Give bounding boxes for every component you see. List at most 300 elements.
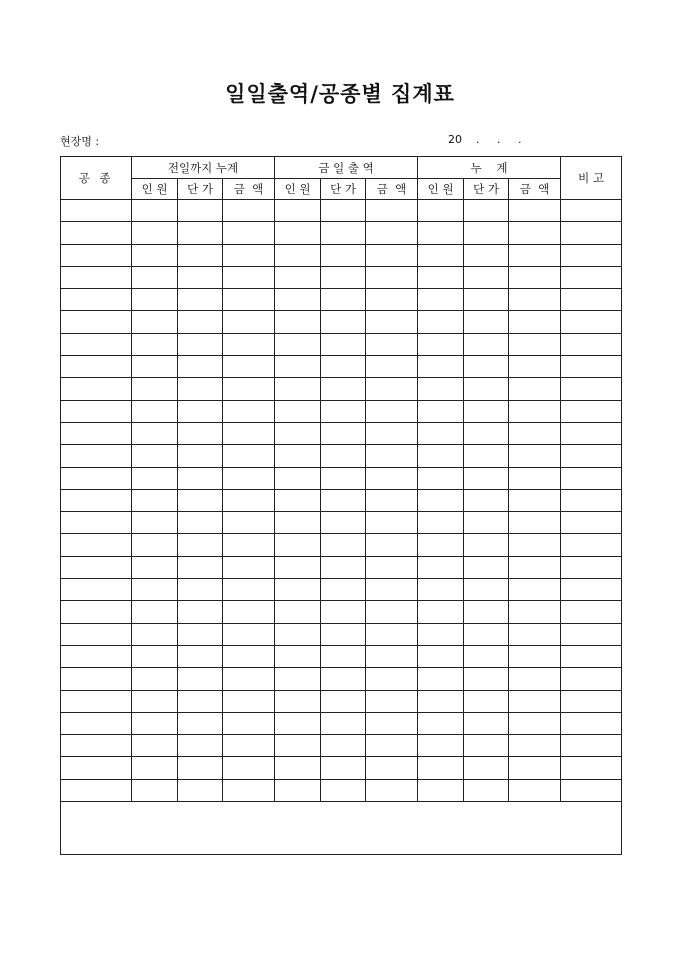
table-cell[interactable] — [132, 467, 178, 489]
table-cell[interactable] — [61, 200, 132, 222]
table-cell[interactable] — [132, 579, 178, 601]
table-cell[interactable] — [561, 289, 622, 311]
table-cell[interactable] — [178, 579, 223, 601]
table-cell[interactable] — [61, 311, 132, 333]
table-row — [61, 645, 622, 667]
table-cell[interactable] — [321, 534, 366, 556]
table-cell[interactable] — [561, 378, 622, 400]
table-cell[interactable] — [178, 356, 223, 378]
table-cell[interactable] — [132, 757, 178, 779]
table-cell[interactable] — [223, 534, 275, 556]
table-cell[interactable] — [132, 333, 178, 355]
table-cell[interactable] — [509, 601, 561, 623]
table-cell[interactable] — [418, 266, 464, 288]
table-cell[interactable] — [321, 356, 366, 378]
table-cell[interactable] — [418, 601, 464, 623]
table-cell[interactable] — [509, 378, 561, 400]
table-cell[interactable] — [178, 757, 223, 779]
table-cell[interactable] — [464, 467, 509, 489]
table-cell[interactable] — [366, 645, 418, 667]
table-cell[interactable] — [61, 645, 132, 667]
table-cell[interactable] — [321, 445, 366, 467]
table-cell[interactable] — [275, 378, 321, 400]
table-cell[interactable] — [223, 400, 275, 422]
table-cell[interactable] — [61, 222, 132, 244]
table-cell[interactable] — [132, 378, 178, 400]
table-cell[interactable] — [223, 356, 275, 378]
table-cell[interactable] — [366, 422, 418, 444]
table-cell[interactable] — [464, 266, 509, 288]
table-cell[interactable] — [321, 779, 366, 801]
table-cell[interactable] — [275, 200, 321, 222]
table-cell[interactable] — [561, 400, 622, 422]
table-cell[interactable] — [418, 690, 464, 712]
table-cell[interactable] — [275, 712, 321, 734]
table-cell[interactable] — [509, 422, 561, 444]
table-cell[interactable] — [223, 422, 275, 444]
table-cell[interactable] — [464, 445, 509, 467]
table-cell[interactable] — [321, 311, 366, 333]
table-cell[interactable] — [366, 512, 418, 534]
table-cell[interactable] — [366, 378, 418, 400]
table-cell[interactable] — [509, 645, 561, 667]
table-cell[interactable] — [275, 489, 321, 511]
table-cell[interactable] — [321, 333, 366, 355]
table-cell[interactable] — [418, 489, 464, 511]
notes-cell[interactable] — [61, 802, 622, 855]
table-cell[interactable] — [223, 556, 275, 578]
table-cell[interactable] — [61, 512, 132, 534]
table-cell[interactable] — [132, 356, 178, 378]
table-cell[interactable] — [509, 289, 561, 311]
table-cell[interactable] — [275, 623, 321, 645]
table-cell[interactable] — [132, 289, 178, 311]
table-cell[interactable] — [61, 467, 132, 489]
table-cell[interactable] — [366, 289, 418, 311]
table-cell[interactable] — [464, 400, 509, 422]
table-cell[interactable] — [561, 534, 622, 556]
table-cell[interactable] — [561, 356, 622, 378]
table-cell[interactable] — [223, 333, 275, 355]
table-cell[interactable] — [464, 333, 509, 355]
table-cell[interactable] — [61, 445, 132, 467]
table-cell[interactable] — [61, 356, 132, 378]
table-cell[interactable] — [509, 489, 561, 511]
table-cell[interactable] — [561, 422, 622, 444]
table-cell[interactable] — [418, 222, 464, 244]
table-cell[interactable] — [418, 579, 464, 601]
table-cell[interactable] — [366, 779, 418, 801]
table-cell[interactable] — [321, 400, 366, 422]
table-cell[interactable] — [178, 200, 223, 222]
table-cell[interactable] — [61, 668, 132, 690]
table-cell[interactable] — [178, 556, 223, 578]
table-cell[interactable] — [509, 712, 561, 734]
table-cell[interactable] — [61, 556, 132, 578]
table-cell[interactable] — [321, 378, 366, 400]
table-cell[interactable] — [561, 712, 622, 734]
table-cell[interactable] — [464, 668, 509, 690]
table-cell[interactable] — [561, 579, 622, 601]
table-cell[interactable] — [223, 712, 275, 734]
table-cell[interactable] — [366, 757, 418, 779]
table-cell[interactable] — [178, 289, 223, 311]
table-cell[interactable] — [178, 712, 223, 734]
table-cell[interactable] — [366, 623, 418, 645]
table-cell[interactable] — [275, 779, 321, 801]
table-cell[interactable] — [366, 333, 418, 355]
table-cell[interactable] — [321, 467, 366, 489]
table-cell[interactable] — [223, 757, 275, 779]
table-cell[interactable] — [61, 400, 132, 422]
table-cell[interactable] — [321, 489, 366, 511]
table-cell[interactable] — [275, 422, 321, 444]
table-cell[interactable] — [178, 445, 223, 467]
table-cell[interactable] — [223, 668, 275, 690]
table-cell[interactable] — [178, 311, 223, 333]
table-cell[interactable] — [223, 467, 275, 489]
table-cell[interactable] — [418, 668, 464, 690]
table-cell[interactable] — [418, 779, 464, 801]
table-cell[interactable] — [223, 645, 275, 667]
table-cell[interactable] — [366, 467, 418, 489]
table-cell[interactable] — [223, 266, 275, 288]
table-cell[interactable] — [178, 512, 223, 534]
table-cell[interactable] — [178, 623, 223, 645]
table-cell[interactable] — [366, 690, 418, 712]
table-cell[interactable] — [464, 489, 509, 511]
table-cell[interactable] — [223, 311, 275, 333]
table-cell[interactable] — [223, 489, 275, 511]
table-cell[interactable] — [321, 668, 366, 690]
table-cell[interactable] — [275, 690, 321, 712]
table-cell[interactable] — [178, 735, 223, 757]
table-cell[interactable] — [178, 266, 223, 288]
table-cell[interactable] — [61, 489, 132, 511]
table-cell[interactable] — [275, 244, 321, 266]
table-cell[interactable] — [509, 445, 561, 467]
table-cell[interactable] — [366, 668, 418, 690]
table-cell[interactable] — [178, 668, 223, 690]
table-cell[interactable] — [178, 400, 223, 422]
table-cell[interactable] — [223, 378, 275, 400]
table-cell[interactable] — [275, 467, 321, 489]
table-cell[interactable] — [178, 244, 223, 266]
table-cell[interactable] — [509, 779, 561, 801]
table-cell[interactable] — [464, 534, 509, 556]
table-cell[interactable] — [61, 422, 132, 444]
table-cell[interactable] — [61, 735, 132, 757]
table-cell[interactable] — [132, 489, 178, 511]
table-cell[interactable] — [223, 512, 275, 534]
table-cell[interactable] — [321, 512, 366, 534]
table-cell[interactable] — [61, 779, 132, 801]
table-cell[interactable] — [418, 512, 464, 534]
table-cell[interactable] — [561, 266, 622, 288]
table-cell[interactable] — [366, 556, 418, 578]
table-cell[interactable] — [509, 512, 561, 534]
table-cell[interactable] — [178, 601, 223, 623]
table-cell[interactable] — [321, 422, 366, 444]
table-cell[interactable] — [464, 244, 509, 266]
table-cell[interactable] — [321, 200, 366, 222]
table-cell[interactable] — [464, 712, 509, 734]
table-cell[interactable] — [132, 512, 178, 534]
table-cell[interactable] — [464, 623, 509, 645]
table-cell[interactable] — [561, 757, 622, 779]
table-cell[interactable] — [132, 779, 178, 801]
table-cell[interactable] — [275, 735, 321, 757]
table-cell[interactable] — [61, 601, 132, 623]
table-cell[interactable] — [418, 378, 464, 400]
table-cell[interactable] — [178, 690, 223, 712]
table-cell[interactable] — [275, 757, 321, 779]
table-cell[interactable] — [418, 400, 464, 422]
table-cell[interactable] — [561, 601, 622, 623]
table-cell[interactable] — [178, 534, 223, 556]
table-cell[interactable] — [321, 244, 366, 266]
table-cell[interactable] — [418, 735, 464, 757]
table-cell[interactable] — [275, 222, 321, 244]
table-cell[interactable] — [132, 735, 178, 757]
table-cell[interactable] — [366, 266, 418, 288]
table-cell[interactable] — [561, 668, 622, 690]
table-cell[interactable] — [132, 400, 178, 422]
table-cell[interactable] — [275, 579, 321, 601]
table-cell[interactable] — [223, 690, 275, 712]
table-cell[interactable] — [321, 712, 366, 734]
table-cell[interactable] — [321, 601, 366, 623]
table-cell[interactable] — [509, 690, 561, 712]
table-cell[interactable] — [223, 579, 275, 601]
table-cell[interactable] — [132, 244, 178, 266]
table-cell[interactable] — [418, 757, 464, 779]
table-cell[interactable] — [275, 645, 321, 667]
table-cell[interactable] — [178, 222, 223, 244]
table-cell[interactable] — [561, 623, 622, 645]
table-cell[interactable] — [223, 623, 275, 645]
table-cell[interactable] — [561, 467, 622, 489]
table-cell[interactable] — [366, 445, 418, 467]
table-cell[interactable] — [464, 779, 509, 801]
table-cell[interactable] — [418, 333, 464, 355]
table-cell[interactable] — [509, 556, 561, 578]
table-cell[interactable] — [275, 512, 321, 534]
table-cell[interactable] — [321, 690, 366, 712]
table-cell[interactable] — [464, 645, 509, 667]
table-cell[interactable] — [61, 712, 132, 734]
table-cell[interactable] — [275, 601, 321, 623]
table-cell[interactable] — [275, 356, 321, 378]
table-cell[interactable] — [366, 244, 418, 266]
table-cell[interactable] — [464, 735, 509, 757]
table-cell[interactable] — [464, 222, 509, 244]
table-cell[interactable] — [321, 645, 366, 667]
table-cell[interactable] — [61, 333, 132, 355]
table-cell[interactable] — [509, 467, 561, 489]
table-cell[interactable] — [275, 400, 321, 422]
table-cell[interactable] — [321, 556, 366, 578]
table-cell[interactable] — [464, 311, 509, 333]
table-cell[interactable] — [223, 601, 275, 623]
table-cell[interactable] — [132, 556, 178, 578]
table-cell[interactable] — [561, 244, 622, 266]
table-cell[interactable] — [61, 534, 132, 556]
table-cell[interactable] — [132, 623, 178, 645]
table-cell[interactable] — [464, 757, 509, 779]
table-cell[interactable] — [561, 222, 622, 244]
table-cell[interactable] — [321, 579, 366, 601]
table-cell[interactable] — [275, 445, 321, 467]
table-cell[interactable] — [132, 601, 178, 623]
table-cell[interactable] — [561, 779, 622, 801]
table-cell[interactable] — [61, 757, 132, 779]
table-cell[interactable] — [561, 333, 622, 355]
table-cell[interactable] — [366, 222, 418, 244]
table-cell[interactable] — [366, 534, 418, 556]
table-cell[interactable] — [61, 623, 132, 645]
table-cell[interactable] — [132, 690, 178, 712]
table-cell[interactable] — [321, 623, 366, 645]
table-cell[interactable] — [223, 779, 275, 801]
table-cell[interactable] — [178, 779, 223, 801]
table-cell[interactable] — [178, 645, 223, 667]
table-cell[interactable] — [418, 445, 464, 467]
table-cell[interactable] — [509, 244, 561, 266]
table-cell[interactable] — [61, 378, 132, 400]
table-cell[interactable] — [275, 333, 321, 355]
table-cell[interactable] — [509, 311, 561, 333]
table-cell[interactable] — [61, 289, 132, 311]
table-row — [61, 712, 622, 734]
table-cell[interactable] — [561, 311, 622, 333]
table-cell[interactable] — [464, 378, 509, 400]
table-cell[interactable] — [561, 489, 622, 511]
table-cell[interactable] — [61, 244, 132, 266]
table-cell[interactable] — [132, 222, 178, 244]
table-cell[interactable] — [275, 556, 321, 578]
table-cell[interactable] — [275, 266, 321, 288]
table-cell[interactable] — [61, 266, 132, 288]
table-cell[interactable] — [366, 601, 418, 623]
table-cell[interactable] — [561, 445, 622, 467]
table-cell[interactable] — [561, 690, 622, 712]
table-cell[interactable] — [321, 266, 366, 288]
table-cell[interactable] — [418, 422, 464, 444]
table-cell[interactable] — [275, 311, 321, 333]
table-cell[interactable] — [61, 579, 132, 601]
table-cell[interactable] — [366, 200, 418, 222]
table-cell[interactable] — [561, 645, 622, 667]
table-cell[interactable] — [509, 735, 561, 757]
table-cell[interactable] — [464, 356, 509, 378]
table-cell[interactable] — [223, 445, 275, 467]
table-cell[interactable] — [366, 735, 418, 757]
table-cell[interactable] — [464, 200, 509, 222]
table-cell[interactable] — [418, 556, 464, 578]
table-cell[interactable] — [321, 757, 366, 779]
table-cell[interactable] — [223, 735, 275, 757]
table-cell[interactable] — [223, 222, 275, 244]
table-cell[interactable] — [366, 712, 418, 734]
table-cell[interactable] — [509, 757, 561, 779]
table-cell[interactable] — [418, 712, 464, 734]
table-cell[interactable] — [132, 668, 178, 690]
table-cell[interactable] — [132, 200, 178, 222]
table-cell[interactable] — [275, 534, 321, 556]
table-cell[interactable] — [223, 244, 275, 266]
table-cell[interactable] — [275, 668, 321, 690]
table-cell[interactable] — [61, 690, 132, 712]
table-cell[interactable] — [132, 445, 178, 467]
table-cell[interactable] — [509, 668, 561, 690]
table-cell[interactable] — [561, 556, 622, 578]
table-cell[interactable] — [366, 579, 418, 601]
table-cell[interactable] — [178, 333, 223, 355]
table-cell[interactable] — [509, 333, 561, 355]
table-cell[interactable] — [561, 200, 622, 222]
table-cell[interactable] — [178, 467, 223, 489]
table-cell[interactable] — [509, 623, 561, 645]
table-cell[interactable] — [418, 467, 464, 489]
table-cell[interactable] — [509, 222, 561, 244]
table-cell[interactable] — [509, 356, 561, 378]
table-cell[interactable] — [132, 645, 178, 667]
table-cell[interactable] — [321, 289, 366, 311]
table-cell[interactable] — [418, 645, 464, 667]
table-cell[interactable] — [509, 534, 561, 556]
table-cell[interactable] — [464, 289, 509, 311]
table-cell[interactable] — [132, 712, 178, 734]
table-cell[interactable] — [464, 690, 509, 712]
table-cell[interactable] — [418, 623, 464, 645]
table-cell[interactable] — [275, 289, 321, 311]
table-cell[interactable] — [223, 289, 275, 311]
table-cell[interactable] — [561, 735, 622, 757]
table-cell[interactable] — [561, 512, 622, 534]
table-cell[interactable] — [464, 422, 509, 444]
table-cell[interactable] — [509, 400, 561, 422]
table-cell[interactable] — [464, 556, 509, 578]
table-cell[interactable] — [366, 489, 418, 511]
table-cell[interactable] — [509, 579, 561, 601]
table-cell[interactable] — [509, 266, 561, 288]
table-cell[interactable] — [178, 422, 223, 444]
table-cell[interactable] — [178, 489, 223, 511]
table-cell[interactable] — [321, 222, 366, 244]
table-cell[interactable] — [321, 735, 366, 757]
table-cell[interactable] — [223, 200, 275, 222]
table-cell[interactable] — [132, 266, 178, 288]
table-cell[interactable] — [464, 579, 509, 601]
table-cell[interactable] — [418, 289, 464, 311]
table-cell[interactable] — [418, 244, 464, 266]
table-cell[interactable] — [418, 356, 464, 378]
table-cell[interactable] — [464, 512, 509, 534]
table-cell[interactable] — [366, 311, 418, 333]
table-cell[interactable] — [418, 534, 464, 556]
table-cell[interactable] — [132, 534, 178, 556]
table-cell[interactable] — [178, 378, 223, 400]
table-cell[interactable] — [366, 356, 418, 378]
table-cell[interactable] — [418, 311, 464, 333]
table-cell[interactable] — [509, 200, 561, 222]
table-cell[interactable] — [464, 601, 509, 623]
table-cell[interactable] — [366, 400, 418, 422]
table-cell[interactable] — [132, 422, 178, 444]
table-cell[interactable] — [132, 311, 178, 333]
table-cell[interactable] — [418, 200, 464, 222]
